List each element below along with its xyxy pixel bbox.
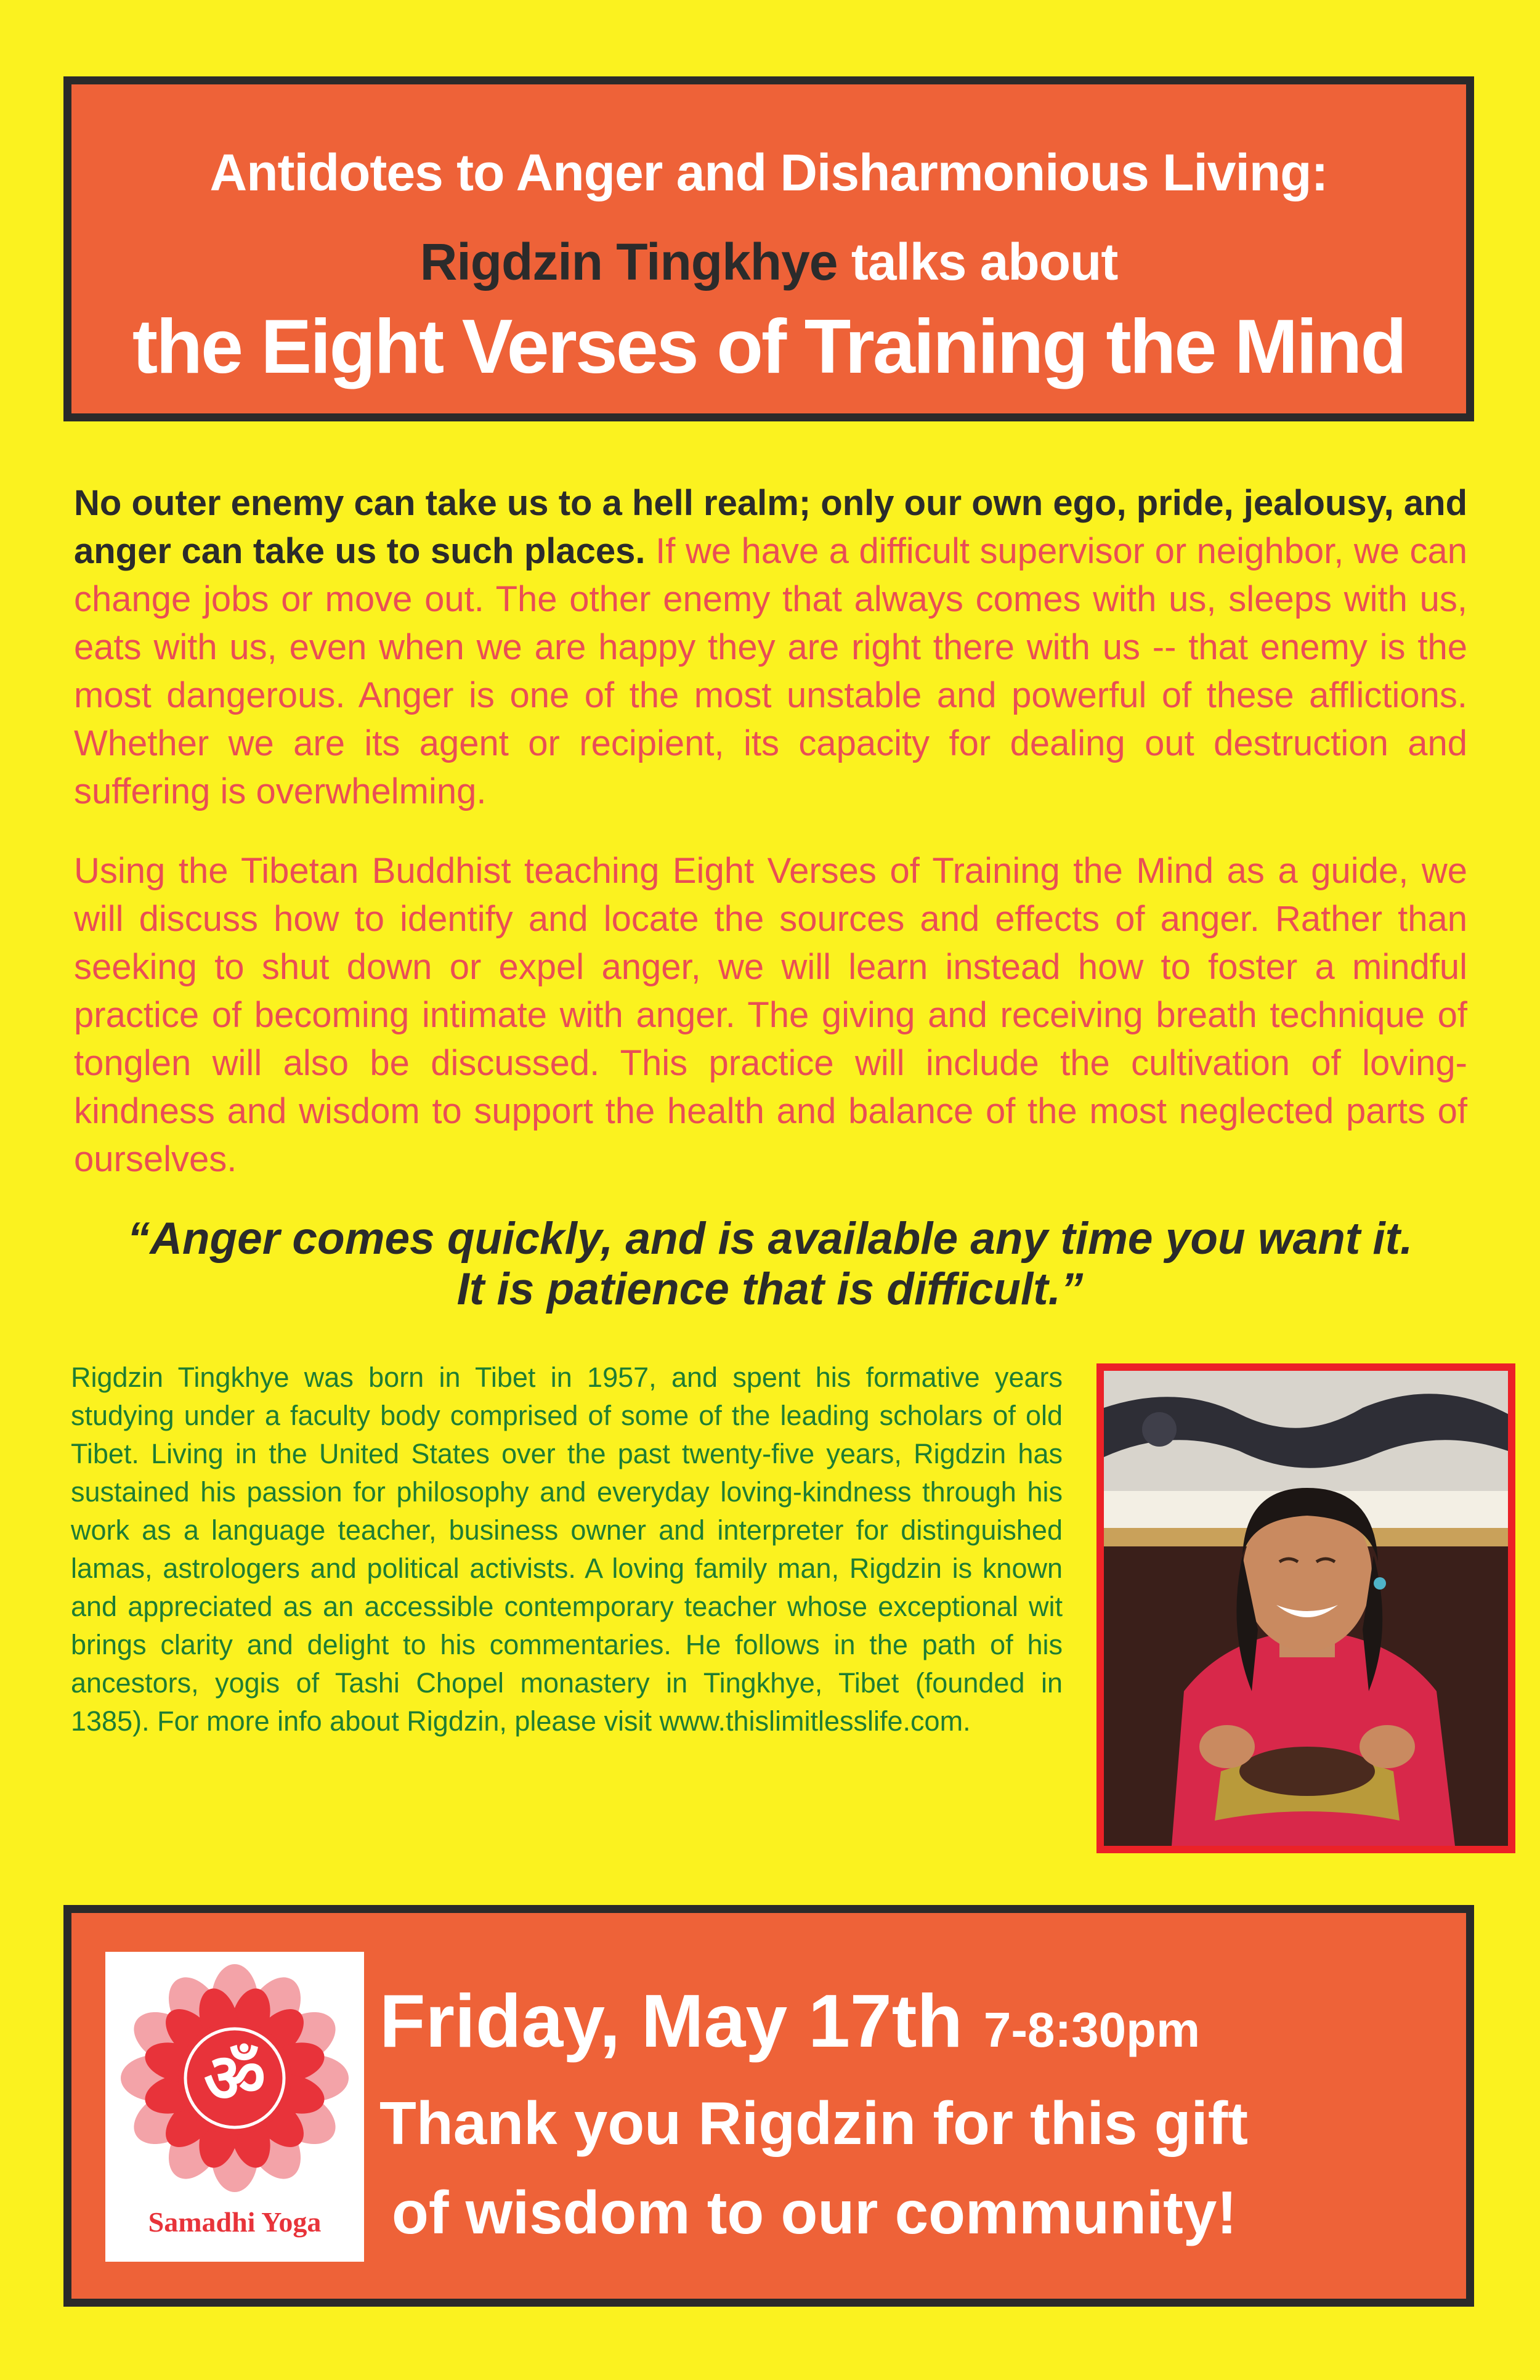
- intro-lead: No outer enemy can take us to a hell realm; only our own ego, pride, jealousy, and anger can take us to such places.: [74, 483, 1467, 571]
- samadhi-yoga-logo: [105, 1952, 364, 2262]
- intro-body: If we have a difficult supervisor or neighbor, we can change jobs or move out. The other enemy that always comes with us, sleeps with us, eats with us, even when we are happy they are right there with us -- that enemy is the most dangerous. Anger is one of the most unstable and powerful of these afflictions. Whether we are its agent or recipient, its capacity for dealing out destruction and suffering is overwhelming.: [74, 531, 1468, 811]
- event-details-banner: [63, 1905, 1474, 2307]
- thanks-line-2: of wisdom to our community!: [392, 2179, 1237, 2246]
- speaker-name: Rigdzin Tingkhye: [419, 233, 838, 291]
- talks-about-text: talks about: [837, 233, 1118, 291]
- om-symbol: ॐ: [203, 2039, 266, 2118]
- speaker-photo: [1096, 1363, 1515, 1853]
- event-subtitle: the Eight Verses of Training the Mind: [132, 304, 1406, 389]
- event-time: 7-8:30pm: [983, 2002, 1201, 2057]
- title-banner: [63, 76, 1474, 421]
- pull-quote: [62, 1214, 1478, 1315]
- thanks-line-1: Thank you Rigdzin for this gift: [379, 2089, 1248, 2157]
- lotus-icon: [105, 1952, 364, 2198]
- intro-paragraph: [74, 479, 1467, 816]
- event-title: Antidotes to Anger and Disharmonious Living:: [209, 144, 1328, 201]
- quote-line-1: “Anger comes quickly, and is available any time you want it.: [127, 1214, 1413, 1264]
- speaker-line: [71, 232, 1466, 292]
- description-paragraph: Using the Tibetan Buddhist teaching Eight Verses of Training the Mind as a guide, we will discuss how to identify and locate the sources and effects of anger. Rather than seeking to shut down or expel anger, we will learn instead how to foster a mindful practice of becoming intimate with anger. The giving and receiving breath technique of tonglen will also be discussed. This practice will include the cultivation of loving-kindness and wisdom to support the health and balance of the most neglected parts of ourselves.: [74, 851, 1467, 1179]
- logo-name: Samadhi Yoga: [148, 2206, 322, 2238]
- quote-line-2: It is patience that is difficult.”: [456, 1264, 1084, 1314]
- speaker-bio: Rigdzin Tingkhye was born in Tibet in 1957, and spent his formative years studying under a faculty body comprised of some of the leading scholars of old Tibet. Living in the United States over the past twenty-five years, Rigdzin has sustained his passion for philosophy and everyday loving-kindness through his work as a language teacher, business owner and interpreter for distinguished lamas, astrologers and political activists. A loving family man, Rigdzin is known and appreciated as an accessible contemporary teacher whose exceptional wit brings clarity and delight to his commentaries. He follows in the path of his ancestors, yogis of Tashi Chopel monastery in Tingkhye, Tibet (founded in 1385). For more info about Rigdzin, please visit www.thislimitlesslife.com.: [71, 1362, 1063, 1737]
- event-datetime: [379, 1978, 1200, 2064]
- event-date: Friday, May 17th: [379, 1979, 963, 2063]
